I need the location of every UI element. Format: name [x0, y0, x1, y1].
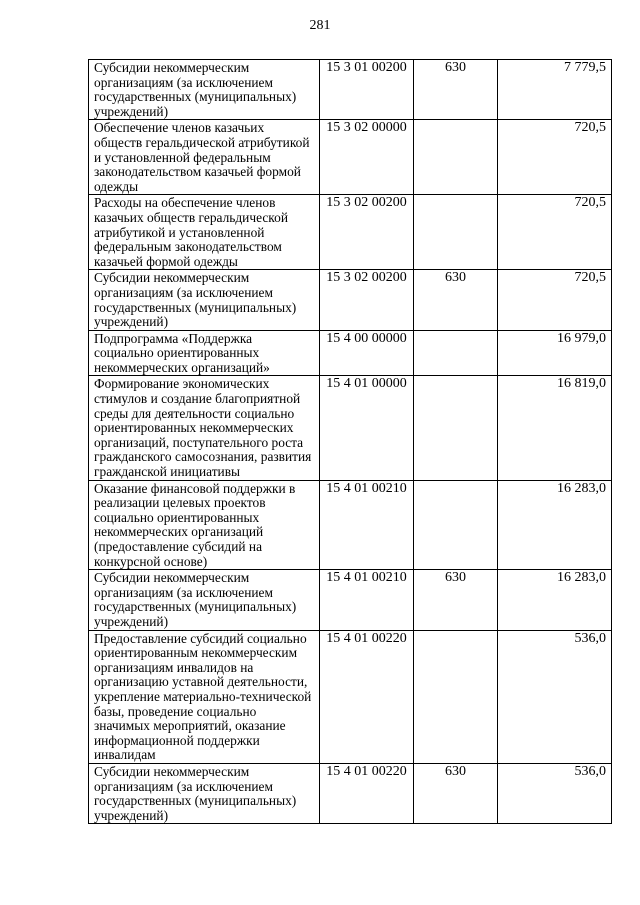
- item-name-cell: Оказание финансовой поддержки в реализации целевых проектов социально ориентированных некоммерческих организаций (предоставление субсидий на конкурсной основе): [89, 480, 320, 570]
- table-row: [89, 376, 612, 480]
- expense-type-cell: 630: [414, 570, 498, 630]
- amount-cell: 536,0: [498, 763, 612, 823]
- item-name-cell: Предоставление субсидий социально ориентированным некоммерческим организациям инвалидов на организацию уставной деятельности, укрепление материально-технической базы, проведение социально значимых мероприятий, оказание информационной поддержки инвалидам: [89, 630, 320, 763]
- item-name-cell: Субсидии некоммерческим организациям (за исключением государственных (муниципальных) учреждений): [89, 570, 320, 630]
- expense-type-cell: [414, 480, 498, 570]
- target-code-cell: 15 3 02 00000: [320, 120, 414, 195]
- table-row: [89, 60, 612, 120]
- target-code-cell: 15 4 01 00220: [320, 630, 414, 763]
- item-name-cell: Формирование экономических стимулов и создание благоприятной среды для деятельности социально ориентированных некоммерческих организаций, поступательного роста гражданского самосознания, развития гражданской инициативы: [89, 376, 320, 480]
- table-row: [89, 763, 612, 823]
- table-row: [89, 270, 612, 330]
- table-row: [89, 120, 612, 195]
- table-row: [89, 195, 612, 270]
- expense-type-cell: [414, 120, 498, 195]
- target-code-cell: 15 4 00 00000: [320, 330, 414, 376]
- amount-cell: 720,5: [498, 270, 612, 330]
- item-name-cell: Субсидии некоммерческим организациям (за исключением государственных (муниципальных) учреждений): [89, 60, 320, 120]
- target-code-cell: 15 3 02 00200: [320, 195, 414, 270]
- expense-type-cell: [414, 630, 498, 763]
- table-row: [89, 570, 612, 630]
- target-code-cell: 15 4 01 00210: [320, 570, 414, 630]
- amount-cell: 16 283,0: [498, 570, 612, 630]
- amount-cell: 720,5: [498, 120, 612, 195]
- expense-type-cell: 630: [414, 763, 498, 823]
- amount-cell: 536,0: [498, 630, 612, 763]
- item-name-cell: Субсидии некоммерческим организациям (за исключением государственных (муниципальных) учреждений): [89, 270, 320, 330]
- page-number: 281: [309, 18, 331, 33]
- table-row: [89, 630, 612, 763]
- item-name-cell: Расходы на обеспечение членов казачьих обществ геральдической атрибутикой и установленной федеральным законодательством казачьей формой одежды: [89, 195, 320, 270]
- target-code-cell: 15 3 01 00200: [320, 60, 414, 120]
- amount-cell: 7 779,5: [498, 60, 612, 120]
- target-code-cell: 15 4 01 00210: [320, 480, 414, 570]
- target-code-cell: 15 4 01 00000: [320, 376, 414, 480]
- amount-cell: 16 819,0: [498, 376, 612, 480]
- expense-type-cell: 630: [414, 270, 498, 330]
- item-name-cell: Подпрограмма «Поддержка социально ориентированных некоммерческих организаций»: [89, 330, 320, 376]
- table-row: [89, 480, 612, 570]
- target-code-cell: 15 3 02 00200: [320, 270, 414, 330]
- item-name-cell: Обеспечение членов казачьих обществ геральдической атрибутикой и установленной федеральным законодательством казачьей формой одежды: [89, 120, 320, 195]
- expense-type-cell: [414, 376, 498, 480]
- budget-table: [88, 59, 612, 824]
- expense-type-cell: [414, 330, 498, 376]
- target-code-cell: 15 4 01 00220: [320, 763, 414, 823]
- amount-cell: 16 979,0: [498, 330, 612, 376]
- table-row: [89, 330, 612, 376]
- expense-type-cell: 630: [414, 60, 498, 120]
- amount-cell: 720,5: [498, 195, 612, 270]
- expense-type-cell: [414, 195, 498, 270]
- item-name-cell: Субсидии некоммерческим организациям (за исключением государственных (муниципальных) учреждений): [89, 763, 320, 823]
- amount-cell: 16 283,0: [498, 480, 612, 570]
